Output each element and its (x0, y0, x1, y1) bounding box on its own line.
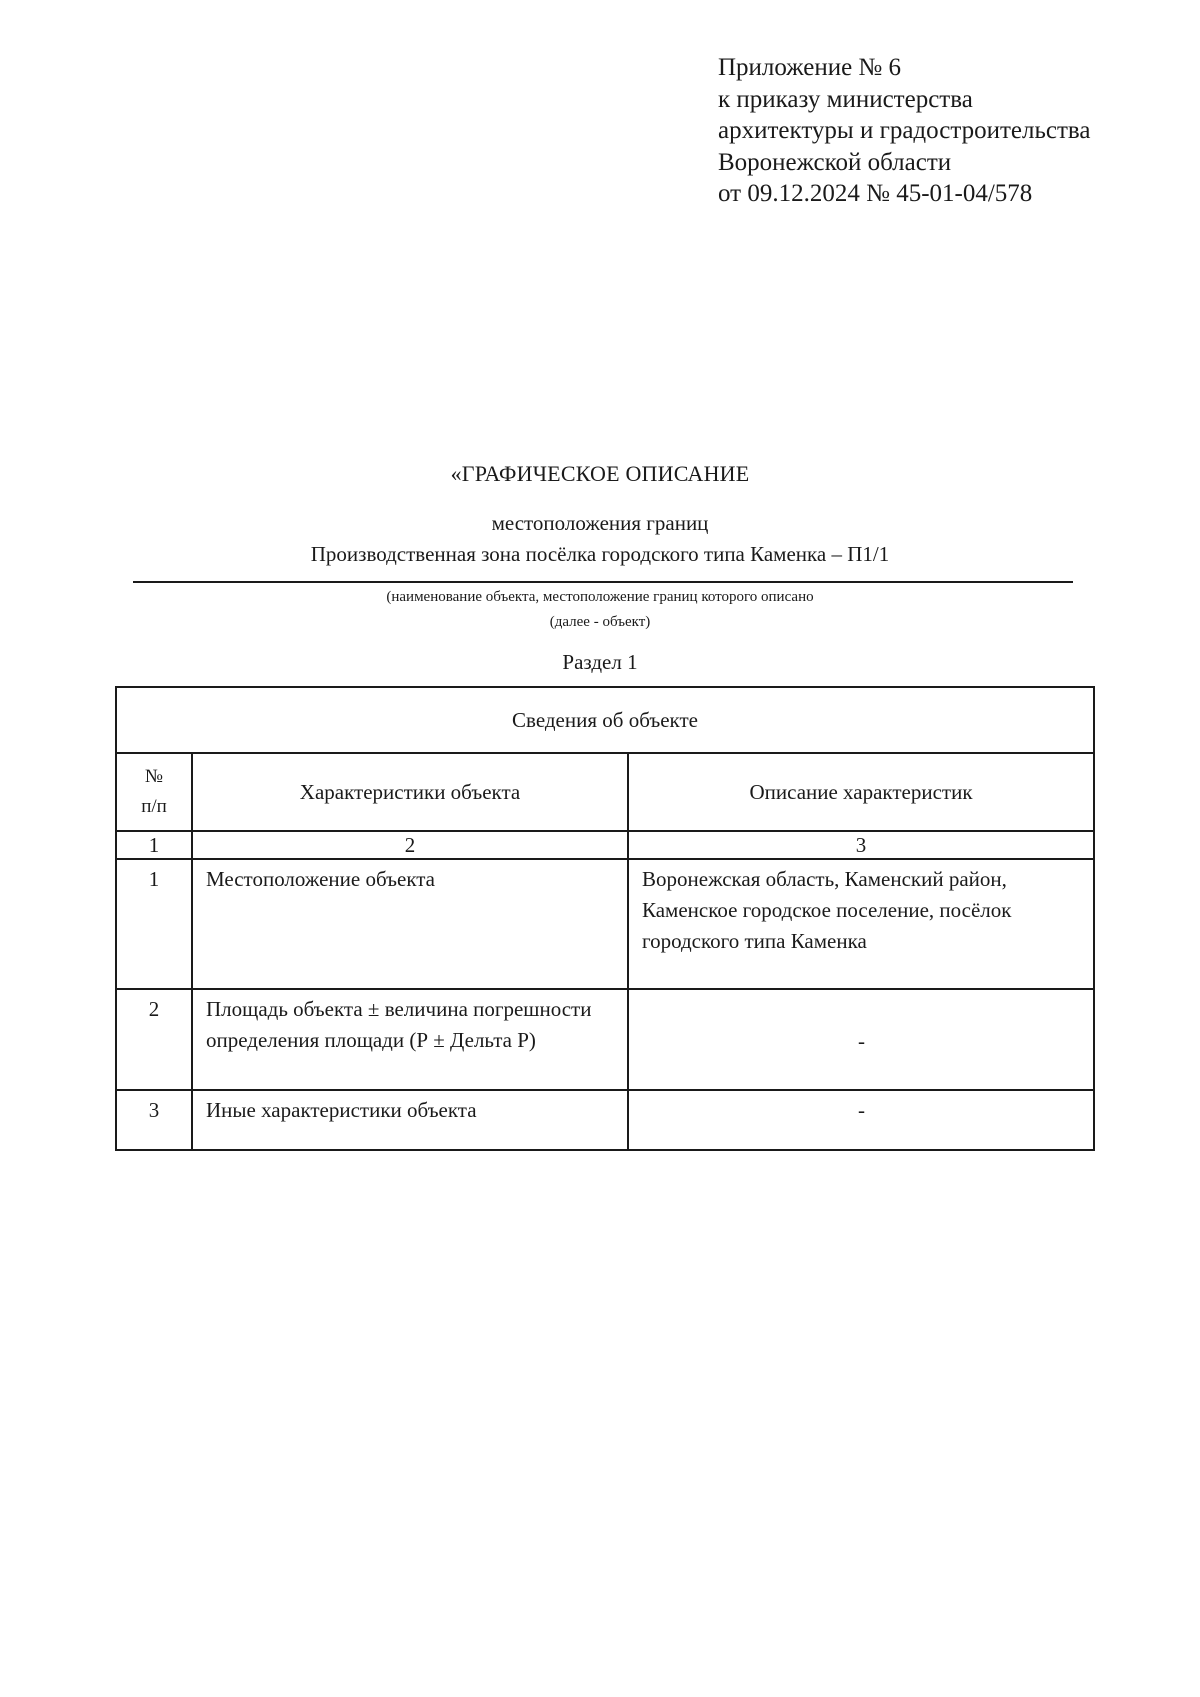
column-index-row (116, 831, 1094, 859)
table-row (116, 1090, 1094, 1150)
object-info-table (115, 686, 1095, 1151)
hint-line: (наименование объекта, местоположение границ которого описано (386, 589, 814, 605)
subtitle-line: местоположения границ (491, 511, 709, 535)
header-characteristics: Характеристики объекта (192, 753, 628, 831)
appendix-line: от 09.12.2024 № 45-01-04/578 (718, 180, 1033, 207)
row-description: - (628, 1090, 1094, 1150)
table-caption: Сведения об объекте (116, 687, 1094, 753)
row-characteristic: Иные характеристики объекта (192, 1090, 628, 1150)
header-number-line: п/п (141, 796, 167, 817)
document-subtitle (0, 508, 1200, 570)
appendix-line: к приказу министерства (718, 85, 973, 113)
row-number: 2 (116, 989, 192, 1090)
row-characteristic: Площадь объекта ± величина погрешности определения площади (Р ± Дельта Р) (192, 989, 628, 1090)
table-row (116, 989, 1094, 1090)
row-number: 3 (116, 1090, 192, 1150)
column-index: 2 (192, 831, 628, 859)
table-header-row (116, 753, 1094, 831)
object-name-hint (0, 585, 1200, 635)
table-row (116, 859, 1094, 989)
appendix-block (718, 52, 1090, 210)
object-name-underline (133, 581, 1073, 583)
row-number: 1 (116, 859, 192, 989)
object-name: Производственная зона посёлка городского типа Каменка – П1/1 (310, 542, 890, 566)
header-number-line: № (144, 766, 164, 787)
row-characteristic: Местоположение объекта (192, 859, 628, 989)
section-heading: Раздел 1 (562, 650, 638, 674)
hint-line: (далее - объект) (549, 614, 651, 630)
appendix-line: Приложение № 6 (718, 54, 902, 81)
row-description: - (628, 989, 1094, 1090)
header-number (116, 753, 192, 831)
row-description: Воронежская область, Каменский район, Каменское городское поселение, посёлок городского типа Каменка (628, 859, 1094, 989)
column-index: 1 (116, 831, 192, 859)
header-description: Описание характеристик (628, 753, 1094, 831)
appendix-line: архитектуры и градостроительства (718, 117, 1091, 144)
appendix-line: Воронежской области (718, 148, 952, 176)
document-title: «ГРАФИЧЕСКОЕ ОПИСАНИЕ (450, 461, 750, 486)
column-index: 3 (628, 831, 1094, 859)
